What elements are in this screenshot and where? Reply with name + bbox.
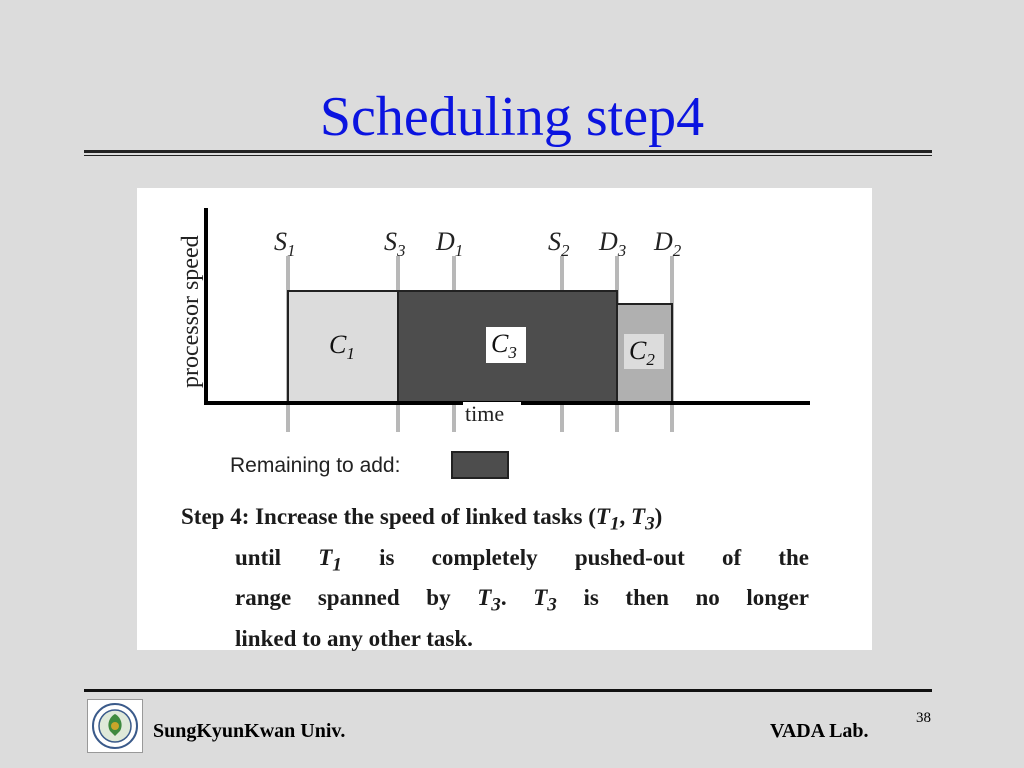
university-seal-icon [87, 699, 143, 753]
footer-lab: VADA Lab. [770, 720, 869, 742]
block-c1-label: $C_1$ [329, 330, 355, 363]
step-line-1 [181, 500, 809, 541]
remaining-swatch [452, 452, 508, 478]
marker-label-s2: $S_2$ [548, 227, 570, 260]
task-t1-sub: 1 [609, 513, 620, 535]
task-t3-ref-2: T [533, 585, 548, 611]
step-line-2 [181, 541, 809, 582]
y-axis-label: processor speed [178, 235, 204, 388]
title-divider-thin [84, 155, 932, 156]
slide-title: Scheduling step4 [319, 86, 705, 148]
task-t3-ref: T [477, 585, 492, 611]
step-pushed-out: is completely pushed-out of the [341, 544, 809, 570]
footer-divider [84, 689, 932, 692]
task-t1-ref: T [318, 544, 333, 570]
marker-label-s3: $S_3$ [384, 227, 406, 260]
step-range: range spanned by [235, 585, 478, 611]
step-comma: , [619, 504, 632, 529]
scheduling-figure [137, 188, 872, 650]
step-description [181, 500, 809, 655]
task-t3-sub: 3 [645, 513, 655, 535]
marker-label-d1: $D_1$ [436, 227, 464, 260]
step-line-3 [181, 581, 809, 622]
step-close: ) [654, 504, 663, 529]
step-prefix: Step 4: Increase the speed of linked tasks ( [181, 504, 596, 529]
footer-university: SungKyunKwan Univ. [153, 720, 346, 742]
marker-label-d3: $D_3$ [599, 227, 627, 260]
task-t3-ref-sub: 3 [491, 594, 501, 616]
block-c2-label: $C_2$ [629, 336, 655, 369]
task-t1: T [595, 504, 610, 529]
page-number: 38 [916, 710, 931, 726]
step-no-longer: is then no longer [556, 585, 810, 611]
step-period: . [500, 585, 534, 611]
task-t3: T [631, 504, 646, 529]
remaining-label: Remaining to add: [230, 454, 401, 477]
step-line-4 [181, 622, 809, 655]
marker-label-s1: $S_1$ [274, 227, 296, 260]
marker-label-d2: $D_2$ [654, 227, 682, 260]
task-t3-ref-2-sub: 3 [547, 594, 557, 616]
step-linked: linked to any other task. [235, 625, 473, 651]
title-divider [84, 150, 932, 153]
block-c3-label: $C_3$ [491, 329, 517, 362]
x-axis-label: time [465, 401, 505, 426]
task-t1-ref-sub: 1 [332, 554, 342, 576]
step-until: until [235, 544, 319, 570]
